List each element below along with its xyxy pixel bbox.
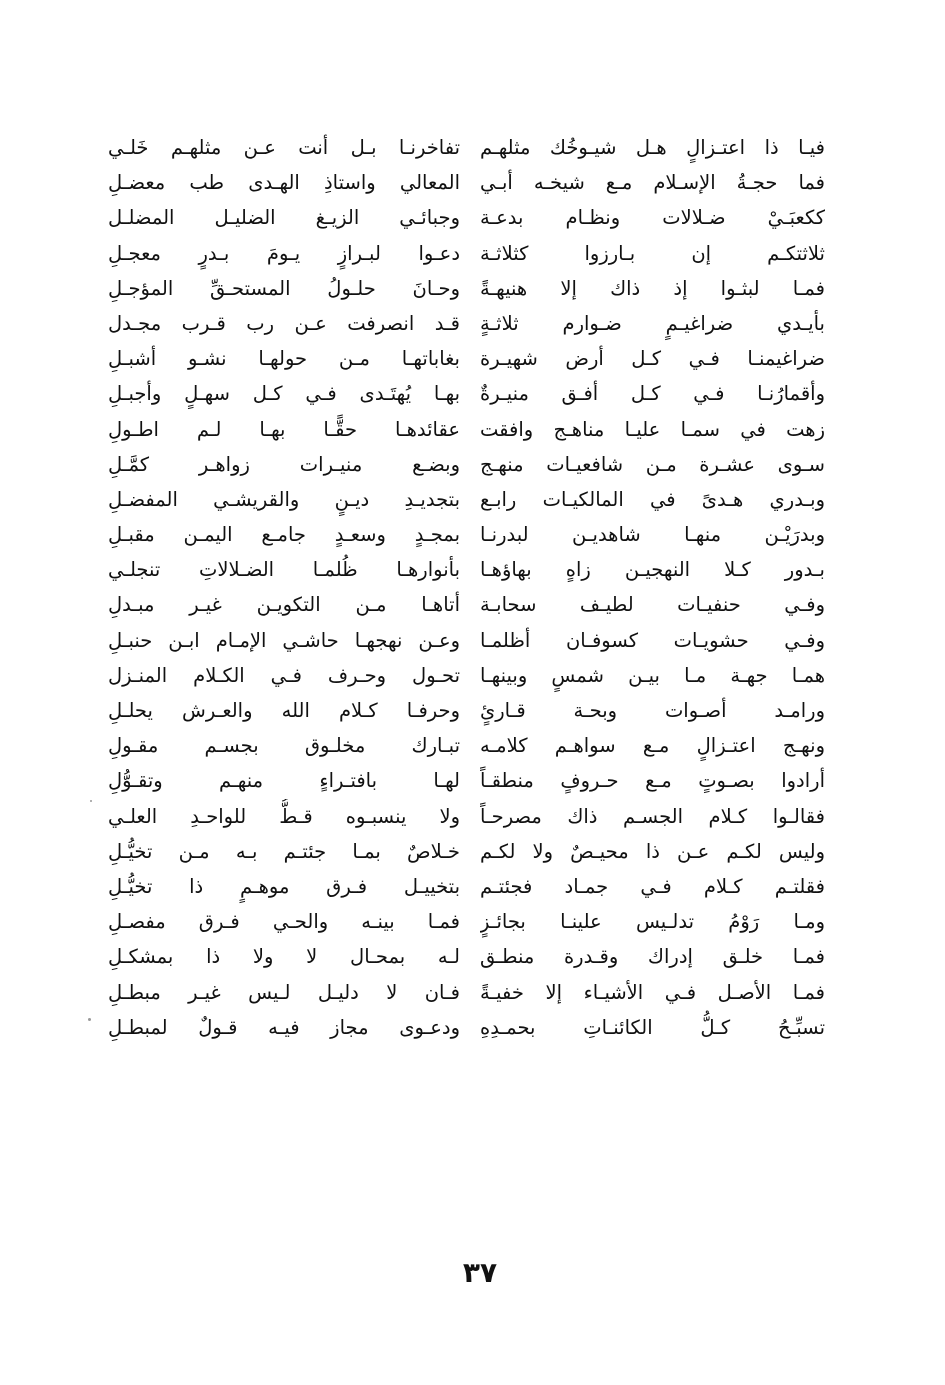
left-column-verse-line: بتجديـدِ ديـنٍ والقريشـي المفضـلِ (108, 487, 460, 511)
right-column-verse-line: ونهـج اعتـزالٍ مـع سواهـم كلامـه (480, 734, 825, 758)
left-column-verse-line: أتاهـا مـن التكويـن غيـر مبـدلِ (108, 593, 460, 617)
left-column-verse-line: تحـول وحـرف فـي الكـلام المنـزل (108, 663, 460, 687)
left-column-verse-line: بتخييـل فـرق موهـمٍ ذا تخيُّـلِ (108, 874, 460, 898)
scan-corner-mark (20, 0, 80, 8)
right-column-verse-line: وفـي حشويـات كسوفـان أظلمـا (480, 628, 825, 652)
right-column-verse-line: بأيـدي ضراغيـمٍ ضـوارم ثلاثـةٍ (480, 311, 825, 335)
right-column-verse-line: ومـا رَوْمُ تدلـيس علينـا بجائـزٍ (480, 910, 825, 934)
scan-speck (90, 800, 92, 802)
left-column-verse-line: بغاباتهـا مـن حولهـا نشـو أشبـلِ (108, 347, 460, 371)
right-column-verse-line: وأقمارُنـا فـي كـل أفـق منيـرةٌ (480, 382, 825, 406)
left-column-verse-line: المعالي واستاذِ الهـدى طب معضـلِ (108, 171, 460, 195)
scan-speck (88, 1018, 91, 1021)
left-column-verse-line: فمـا بينـه والحـي فـرق مفصـلِ (108, 910, 460, 934)
right-column-verse-line: ثلاثتكـم إن بـارزوا كثلاثـة (480, 241, 825, 265)
left-column-verse-line: وحـانَ حلـولُ المستحـقِّ المؤجـلِ (108, 276, 460, 300)
left-column-verse-line: فـان لا دليـل لـيس غيـر مبطـلِ (108, 980, 460, 1004)
right-column-verse-line: فمـا الأصـل فـي الأشيـاء إلا خفيـةً (480, 980, 825, 1004)
left-column-verse-line: وجبائـي الزيـغ الضليـل المضلـل (108, 206, 460, 230)
right-column-verse-line: أرادوا بصـوتٍ مـع حـروفٍ منطقـاً (480, 769, 825, 793)
right-column-verse-line: وليس لكـم عـن ذا محيـصٌ ولا لكـم (480, 839, 825, 863)
right-column-verse-line: ورامـد أصـوات وبحـة قـارئٍ (480, 699, 825, 722)
right-column-verse-line: فقالـوا كـلام الجسـم ذاك مصرحـاً (480, 804, 825, 828)
right-column-verse-line: وبـدري هـدىً في المالكيـات رابـع (480, 487, 825, 511)
left-column-verse-line: قـد انصرفت عـن رب قـرب مجـدل (108, 311, 460, 335)
right-column-verse-line: ككعبَـيْ ضـلالات ونظـام بدعـة (480, 206, 825, 230)
right-column-verse-line: تسبِّـحُ كـلُّ الكائنـاتِ بحمـدِهِ (480, 1015, 825, 1039)
right-column-verse-line: ضراغيمنـا فـي كـل أرض شهيـرة (480, 347, 825, 371)
left-column-verse-line: ولا ينسبـوه قـطُّ للواحـدِ العلـي (108, 804, 460, 828)
left-column-verse-line: ودعـوى مجاز فيـه قـولٌ لمبطـلِ (108, 1015, 460, 1039)
right-column-verse-line: فما حجـةُ الإسـلام مـع شيخـه أبـي (480, 171, 825, 195)
right-column-verse-line: فمـا خلـق إدراك وقـدرة منطـق (480, 945, 825, 969)
left-column-verse-line: وحرفـا كـلام الله والعـرش يحلـلِ (108, 699, 460, 722)
left-verse-column (108, 130, 460, 1045)
right-column-verse-line: فيـا ذا اعتـزالٍ هـل شيـوخُك مثلهـم (480, 136, 825, 159)
left-column-verse-line: لهـا بافتـراءٍ منهـم وتقـوُّلِ (108, 769, 460, 793)
left-column-verse-line: عقائدهـا حقًّـا بهـا لـم اطـولِ (108, 417, 460, 441)
left-column-verse-line: بأنوارهـا ظُلمـا الضـلالاتِ تنجلـي (108, 558, 460, 582)
left-column-verse-line: لـه بمحـال لا ولا ذا بمشكـلِ (108, 945, 460, 969)
left-column-verse-line: بمجـدٍ وسعـدٍ جامـع اليمـن مقبـلِ (108, 523, 460, 547)
left-column-verse-line: دعـوا لبـرازٍ يـومَ بـدرٍ معجـلِ (108, 241, 460, 265)
left-column-verse-line: تبـارك مخلـوق بجسـم مقـولِ (108, 734, 460, 758)
right-column-verse-line: سـوى عشـرة مـن شافعيـات منهـج (480, 452, 825, 476)
left-column-verse-line: وبضـع منيـرات زواهـر كمَّـلِ (108, 452, 460, 476)
right-column-verse-line: بـدور كـلا النهجيـن زاهٍ بهاؤهـا (480, 558, 825, 582)
right-column-verse-line: فمـا لبثـوا إذ ذاك إلا هنيهـةً (480, 276, 825, 300)
right-column-verse-line: همـا جهـة مـا بيـن شمسٍ وبينهـا (480, 663, 825, 687)
right-column-verse-line: وفـي حنفيـات لطيـف سحابـة (480, 593, 825, 617)
right-verse-column (480, 130, 825, 1045)
left-column-verse-line: وعـن نهجهـا حاشـي الإمـام ابـن حنبـلِ (108, 628, 460, 652)
right-column-verse-line: وبدرَيْـن منهـا شاهديـن لبدرنـا (480, 523, 825, 547)
left-column-verse-line: تفاخرنـا بـل أنت عـن مثلهـم خَلـي (108, 136, 460, 159)
page-number: ٣٧ (462, 1256, 498, 1289)
right-column-verse-line: زهت في سمـا عليـا مناهـج وافقت (480, 417, 825, 441)
right-column-verse-line: فقلتـم كـلام فـي جمـاد فجئتـم (480, 874, 825, 898)
left-column-verse-line: بهـا يُهتَـدى فـي كـل سهـلٍ وأجبـلِ (108, 382, 460, 406)
left-column-verse-line: خـلاصٌ بمـا جئتـم بـه مـن تخيُّـلِ (108, 839, 460, 863)
